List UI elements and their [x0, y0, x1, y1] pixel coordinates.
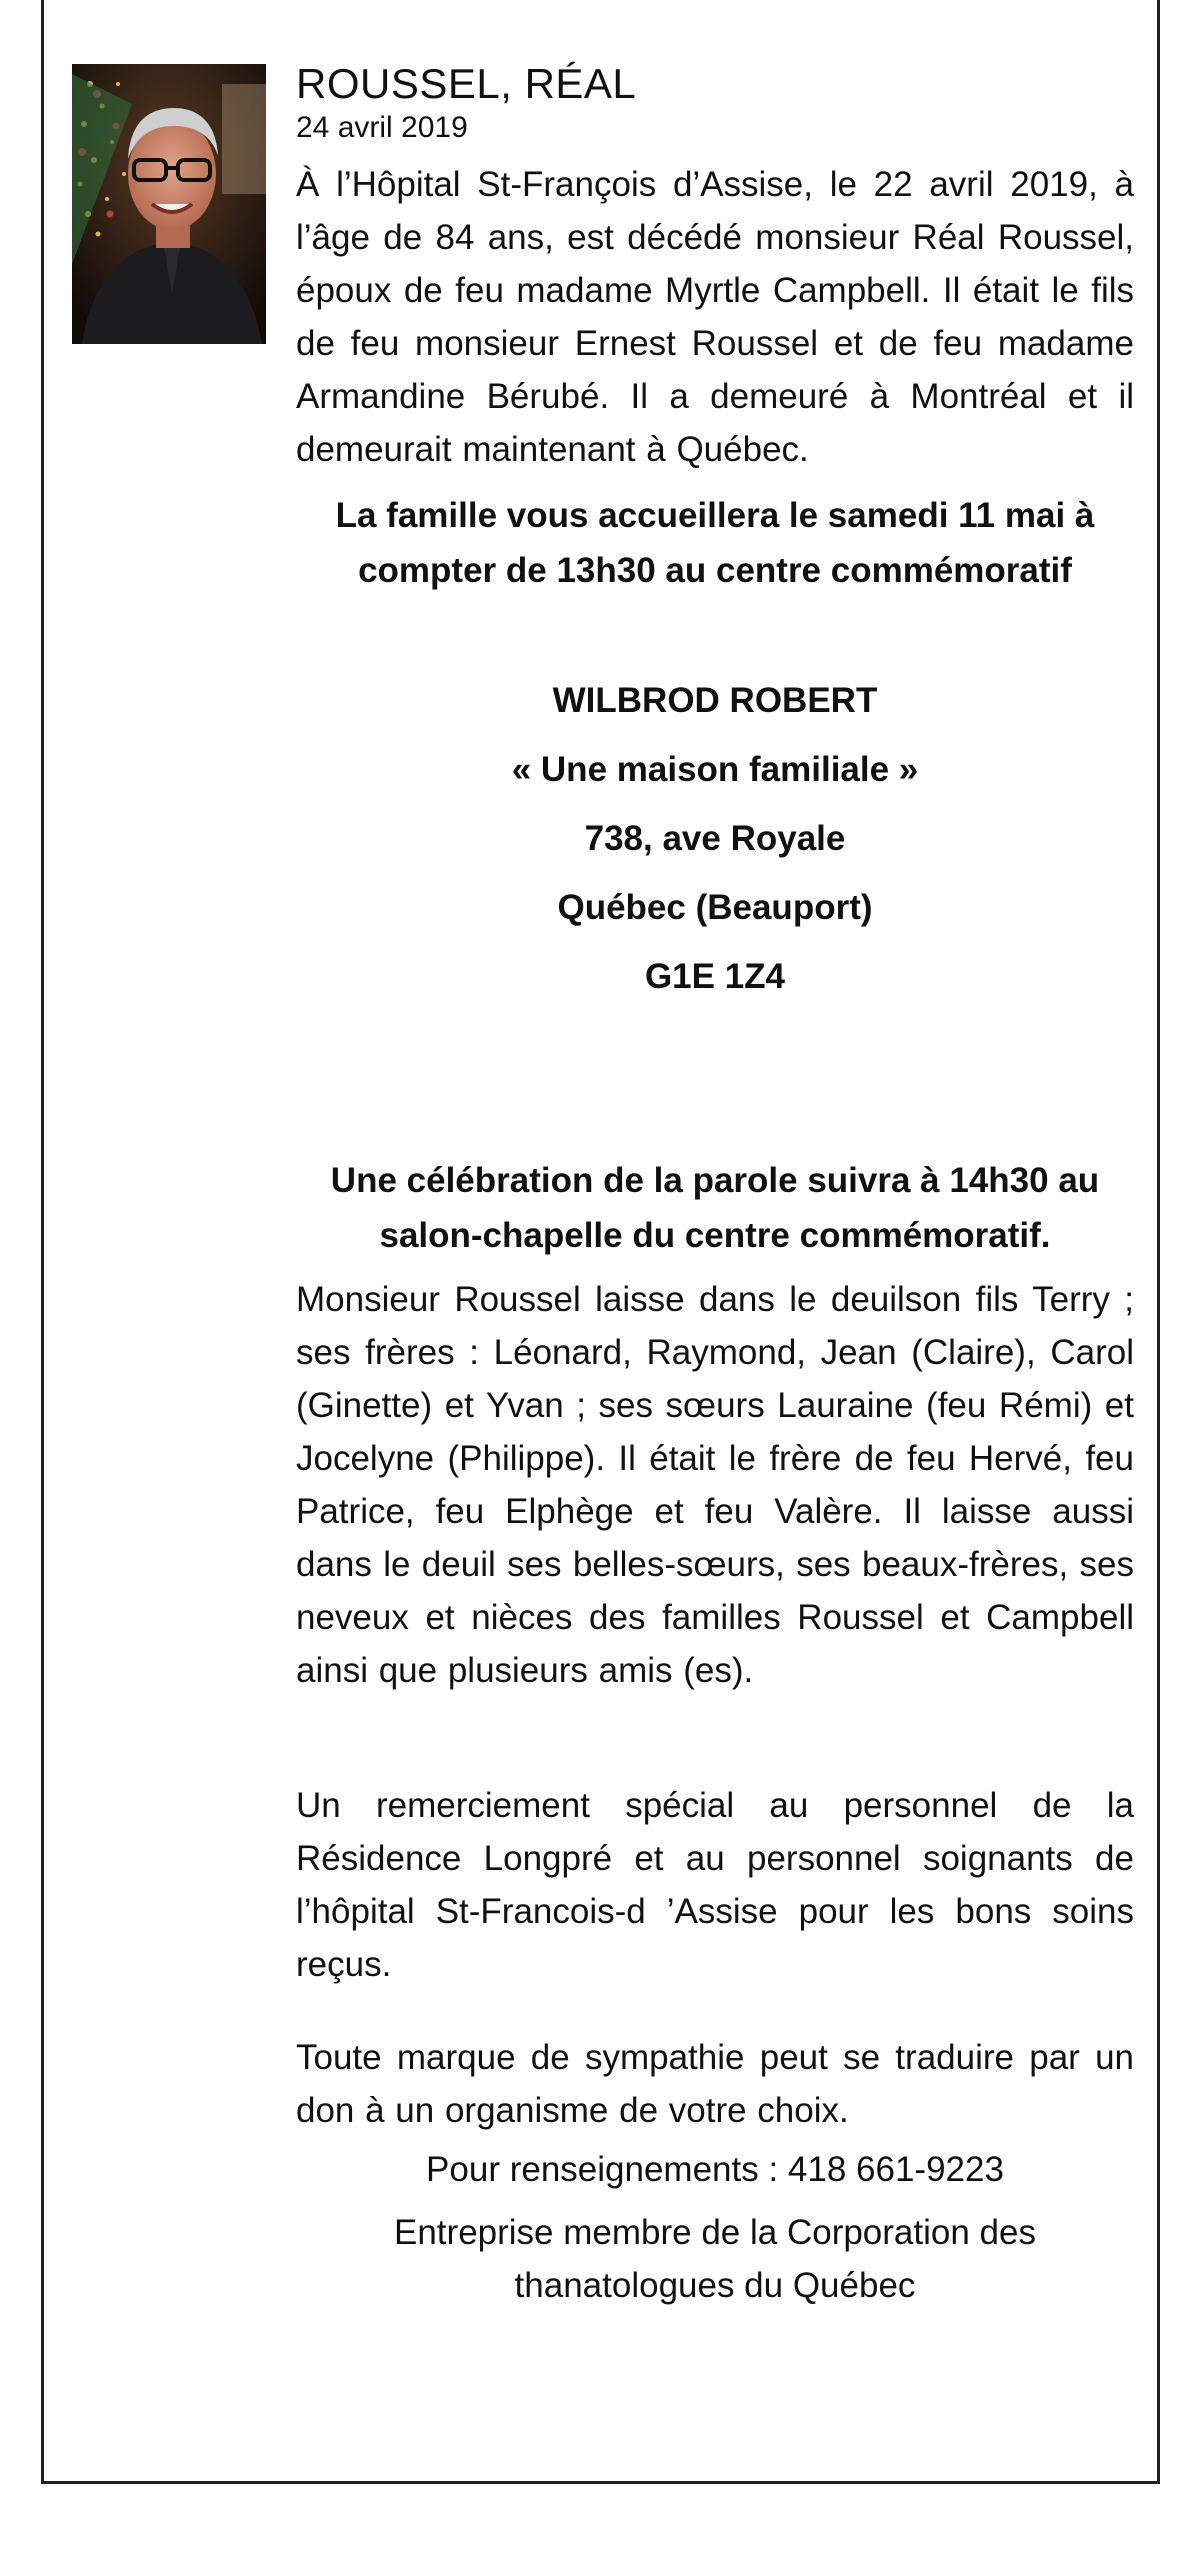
portrait-image: [72, 64, 266, 344]
celebration-notice: Une célébration de la parole suivra à 14h30 au salon-chapelle du centre commémoratif.: [330, 1161, 1100, 1255]
visitation-notice: La famille vous accueillera le samedi 11 mai à compter de 13h30 au centre commémoratif: [335, 496, 1095, 590]
corporation-membership: Entreprise membre de la Corporation des thanatologues du Québec: [394, 2213, 1036, 2305]
deceased-name: ROUSSEL, RÉAL: [296, 60, 637, 107]
funeral-home-slogan: « Une maison familiale »: [511, 750, 919, 789]
portrait-photo: [72, 64, 266, 344]
publication-date: 24 avril 2019: [296, 111, 468, 144]
sympathy-paragraph: Toute marque de sympathie peut se traduire par un don à un organisme de votre choix.: [296, 2038, 1134, 2130]
funeral-home-address: [296, 666, 1134, 1011]
thanks-paragraph: Un remerciement spécial au personnel de la Résidence Longpré et au personnel soignants de l’hôpital St-Francois-d ’Assise pour les bons soins reçus.: [296, 1786, 1134, 1984]
family-paragraph: Monsieur Roussel laisse dans le deuilson fils Terry ; ses frères : Léonard, Raymond, Jean (Claire), Carol (Ginette) et Yvan ; ses sœurs Lauraine (feu Rémi) et Jocelyne (Philippe). Il était le frère de feu Hervé, feu Patrice, feu Elphège et feu Valère. Il laisse aussi dans le deuil ses belles-sœurs, ses beaux-frères, ses neveux et nièces des familles Roussel et Campbell ainsi que plusieurs amis (es).: [296, 1280, 1134, 1690]
funeral-home-city: Québec (Beauport): [557, 888, 873, 927]
intro-paragraph: À l’Hôpital St-François d’Assise, le 22 avril 2019, à l’âge de 84 ans, est décédé monsieur Réal Roussel, époux de feu madame Myrtle Campbell. Il était le fils de feu monsieur Ernest Roussel et de feu madame Armandine Bérubé. Il a demeuré à Montréal et il demeurait maintenant à Québec.: [296, 165, 1134, 469]
funeral-home-street: 738, ave Royale: [584, 819, 846, 858]
obituary-content: [296, 58, 1134, 2312]
funeral-home-name: WILBROD ROBERT: [552, 681, 878, 720]
funeral-home-postal-code: G1E 1Z4: [644, 957, 786, 996]
info-phone: Pour renseignements : 418 661-9223: [426, 2150, 1004, 2189]
